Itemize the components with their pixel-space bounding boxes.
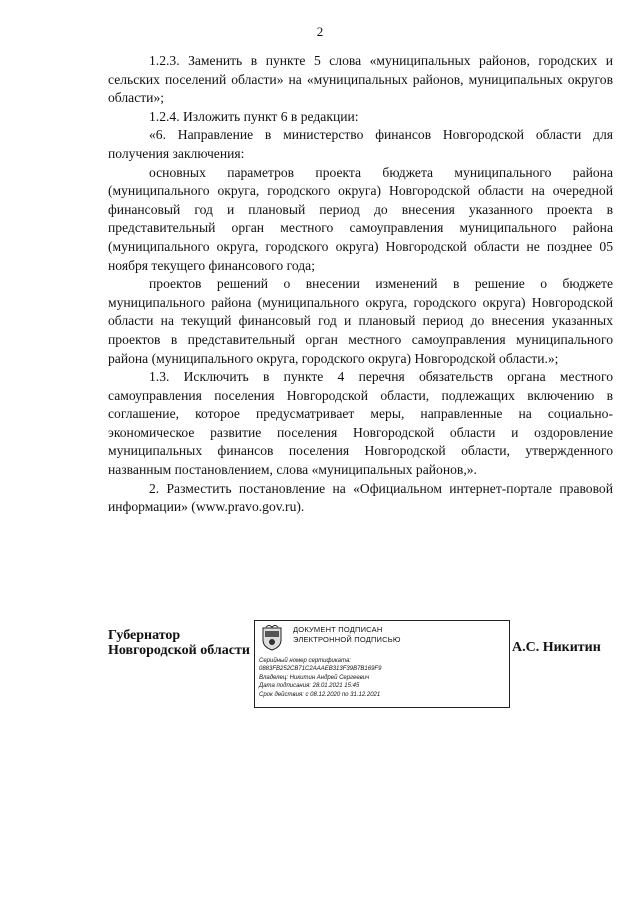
certificate-owner: Владелец: Никитин Андрей Сергеевич [259,674,370,681]
signature-block [0,620,640,710]
signer-name: А.С. Никитин [512,640,601,655]
position-line-1: Губернатор [108,628,181,643]
certificate-label: Серийный номер сертификата: [259,658,351,664]
paragraph-item-6: «6. Направление в министерство финансов Новгородской области для получения заключения: [108,127,613,161]
paragraph-budget-amendments: проектов решений о внесении изменений в решение о бюджете муниципального района (муниципального округа, городского округа) Новгородской области на текущий финансовый год и плановый период до внесения указанных проектов в представительный орган местного самоуправления муниципального района (муниципального округа, городского округа) Новгородской области.»; [108,276,613,366]
stamp-title-line-2: ЭЛЕКТРОННОЙ ПОДПИСЬЮ [293,635,401,644]
position-line-2: Новгородской области [108,643,250,658]
paragraph-1-2-3: 1.2.3. Заменить в пункте 5 слова «муниципальных районов, городских и сельских поселений области» на «муниципальных районов, муниципальных округов области»; [108,53,613,106]
signing-date: Дата подписания: 28.01.2021 15:45 [259,683,360,690]
paragraph-2: 2. Разместить постановление на «Официальном интернет-портале правовой информации» (www.pravo.gov.ru). [108,480,613,515]
paragraph-1-3: 1.3. Исключить в пункте 4 перечня обязательств органа местного самоуправления поселения Новгородской области, подлежащих включению в соглашение, которое предусматривает меры, направленные на социально-экономическое развитие поселения Новгородской области и оздоровление муниципальных финансов поселения Новгородской области, утвержденного названным постановлением, слова «муниципальных районов,». [108,369,613,478]
page-number: 2 [316,24,324,39]
stamp-title-line-1: ДОКУМЕНТ ПОДПИСАН [293,625,383,634]
signer-position [108,628,250,658]
document-body [108,52,613,517]
paragraph-1-2-4: 1.2.4. Изложить пункт 6 в редакции: [149,108,359,124]
certificate-number: 0883FB252CB71C2AAAEB313F39B7B169F9 [259,666,382,673]
electronic-signature-stamp [254,620,510,708]
stamp-title [293,625,401,645]
stamp-details [259,657,381,699]
certificate-validity: Срок действия: с 08.12.2020 по 31.12.2021 [259,691,381,698]
novgorod-coat-of-arms-icon [261,625,283,651]
paragraph-budget-params: основных параметров проекта бюджета муниципального района (муниципального округа, городского округа) Новгородской области на очередной финансовый год и плановый период до внесения указанного проекта в представительный орган местного самоуправления муниципального района (муниципального округа, городского округа) Новгородской области не позднее 05 ноября текущего финансового года; [108,164,613,273]
